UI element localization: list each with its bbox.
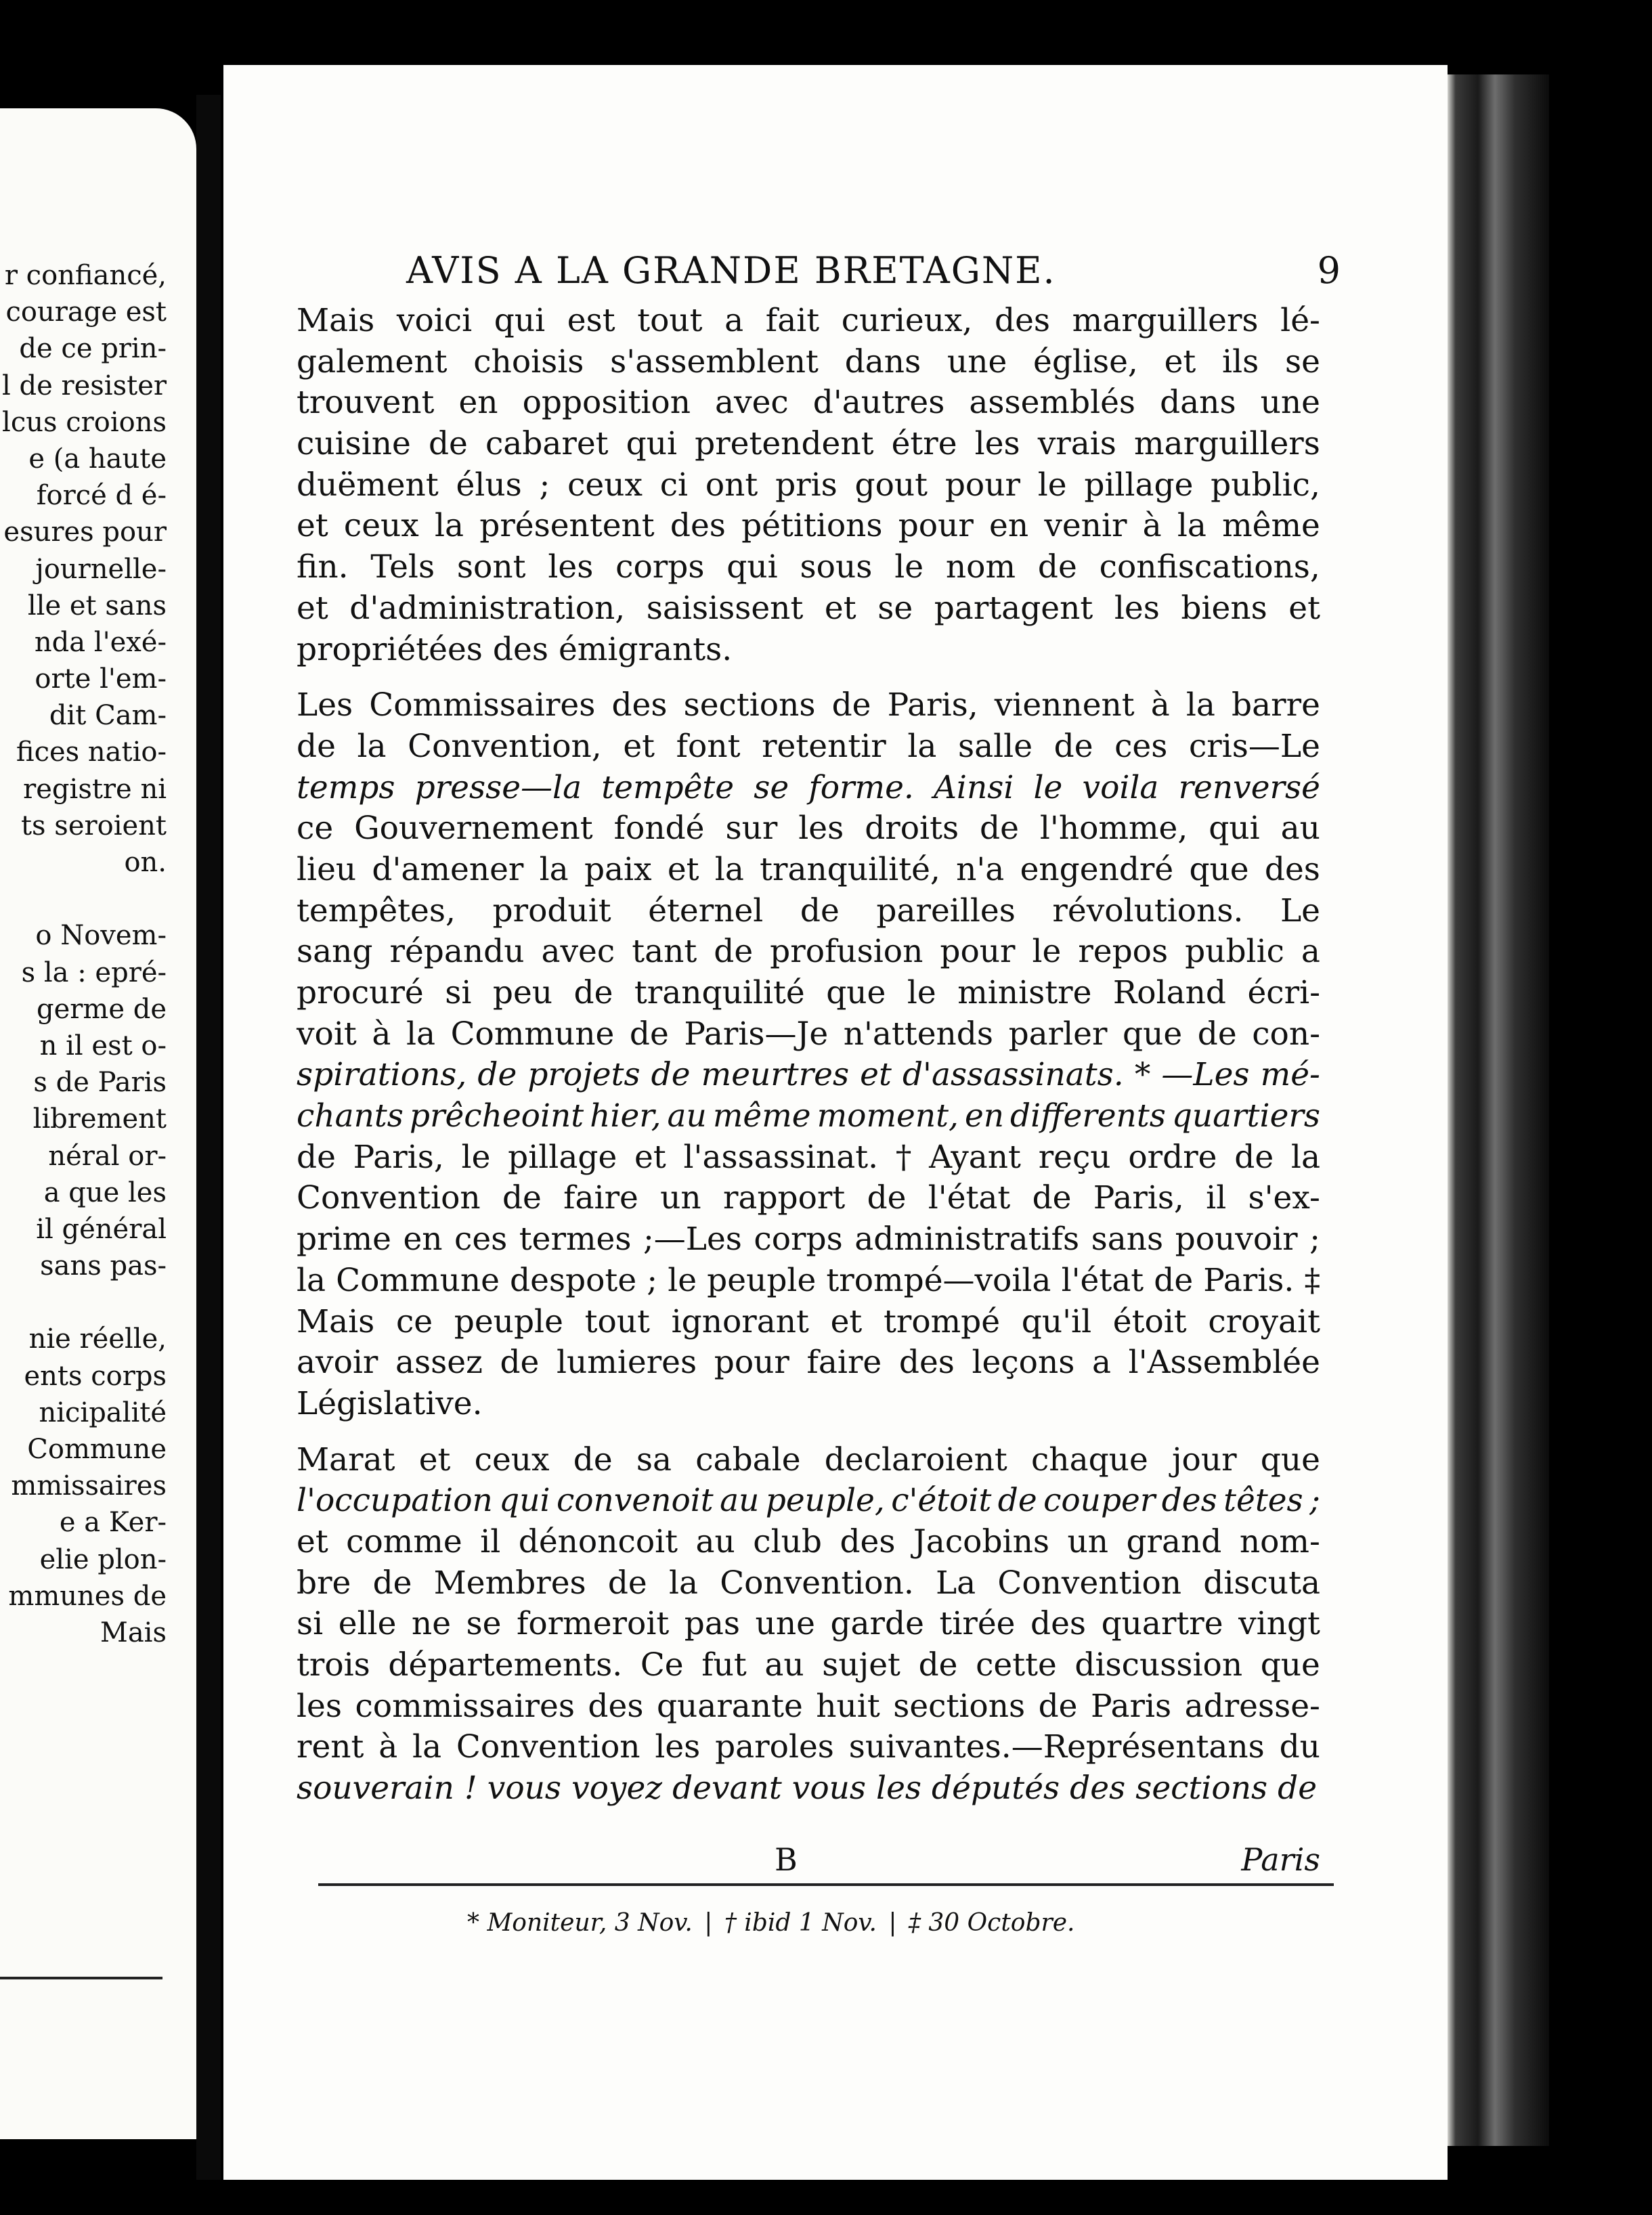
text-line: rent à la Convention les paroles suivantes.—Représentans du xyxy=(297,1728,1320,1766)
facing-page-line: Mais xyxy=(100,1617,167,1648)
text-line: et comme il dénoncoit au club des Jacobins un grand nom- xyxy=(297,1522,1320,1560)
text-line: fin. Tels sont les corps qui sous le nom de confiscations, xyxy=(297,548,1320,586)
facing-page-line: néral or- xyxy=(48,1140,167,1172)
footnote-rule xyxy=(318,1883,1334,1886)
facing-page-line: librement xyxy=(32,1103,167,1135)
facing-page-text xyxy=(2,257,167,1651)
facing-page-line: s de Paris xyxy=(33,1067,167,1099)
text-line: spirations, de projets de meurtres et d'assassinats. * —Les mé- xyxy=(297,1056,1320,1094)
text-line: duëment élus ; ceux ci ont pris gout pour le pillage public, xyxy=(297,466,1320,504)
book-gutter xyxy=(196,95,221,2180)
text-line: bre de Membres de la Convention. La Convention discuta xyxy=(297,1564,1320,1602)
facing-page-line: journelle- xyxy=(35,553,167,585)
text-line: temps presse—la tempête se forme. Ainsi le voila renversé xyxy=(297,768,1320,806)
text-line: si elle ne se formeroit pas une garde tirée des quartre vingt xyxy=(297,1605,1320,1643)
facing-page-line: l de resister xyxy=(1,370,167,401)
facing-page-line: sans pas- xyxy=(40,1250,167,1282)
text-line: lieu d'amener la paix et la tranquilité, n'a engendré que des xyxy=(297,850,1320,888)
facing-page-line: lle et sans xyxy=(27,590,167,621)
footnote-1: * Moniteur, 3 Nov. xyxy=(467,1909,693,1937)
signature-mark: B xyxy=(775,1841,798,1878)
facing-page-line: fices natio- xyxy=(16,737,167,768)
body-text xyxy=(297,301,1320,1810)
facing-page-left xyxy=(0,108,196,2139)
facing-page-line: n il est o- xyxy=(39,1030,167,1061)
facing-page-line: nda l'exé- xyxy=(34,626,167,658)
text-line: de Paris, le pillage et l'assassinat. † Ayant reçu ordre de la xyxy=(297,1138,1320,1176)
text-line: galement choisis s'assemblent dans une église, et ils se xyxy=(297,343,1320,380)
facing-page-line: forcé d é- xyxy=(36,480,167,512)
facing-page-line: o Novem- xyxy=(35,920,167,952)
facing-page-line: r confiancé, xyxy=(4,260,167,291)
text-line: l'occupation qui convenoit au peuple, c'étoit de couper des têtes ; xyxy=(297,1482,1320,1520)
facing-page-line: mmissaires xyxy=(11,1470,167,1502)
facing-page-line: nicipalité xyxy=(39,1397,167,1428)
facing-page-line xyxy=(2,881,167,917)
facing-page-line: germe de xyxy=(37,993,167,1025)
footnotes xyxy=(467,1909,1079,1937)
facing-page-line: mmunes de xyxy=(8,1580,167,1612)
facing-page-line: e (a haute xyxy=(28,443,167,475)
facing-page-line: elie plon- xyxy=(39,1543,167,1575)
text-line: Marat et ceux de sa cabale declaroient chaque jour que xyxy=(297,1441,1320,1478)
footnote-separator: | xyxy=(888,1909,897,1937)
text-line: Mais voici qui est tout a fait curieux, des marguillers lé- xyxy=(297,302,1320,339)
facing-page-line: lcus croions xyxy=(2,406,167,438)
signature-line xyxy=(297,1841,1320,1889)
facing-page-line: courage est xyxy=(5,297,167,328)
facing-page-line: a que les xyxy=(43,1177,167,1208)
text-line: la Commune despote ; le peuple trompé—voila l'état de Paris. ‡ xyxy=(297,1261,1320,1299)
running-head xyxy=(406,249,1341,297)
text-line: avoir assez de lumieres pour faire des leçons a l'Assemblée xyxy=(297,1344,1320,1382)
text-line: de la Convention, et font retentir la salle de ces cris—Le xyxy=(297,727,1320,765)
facing-page-line: registre ni xyxy=(23,773,167,805)
footnote-separator: | xyxy=(704,1909,713,1937)
facing-page-footnote-rule xyxy=(0,1977,162,1979)
page-edge-stack xyxy=(1448,74,1549,2146)
text-line: les commissaires des quarante huit sections de Paris adresse- xyxy=(297,1687,1320,1725)
facing-page-line: orte l'em- xyxy=(35,663,167,695)
text-line: prime en ces termes ;—Les corps administratifs sans pouvoir ; xyxy=(297,1221,1320,1258)
facing-page-line: il général xyxy=(36,1213,167,1245)
text-line: et d'administration, saisissent et se partagent les biens et xyxy=(297,589,1320,627)
facing-page-line: de ce prin- xyxy=(19,333,167,365)
text-line: tempêtes, produit éternel de pareilles révolutions. Le xyxy=(297,892,1320,929)
text-line: et ceux la présentent des pétitions pour en venir à la même xyxy=(297,507,1320,545)
facing-page-line: ts seroient xyxy=(20,810,167,841)
footnote-3: ‡ 30 Octobre. xyxy=(908,1909,1075,1937)
text-line: voit à la Commune de Paris—Je n'attends parler que de con- xyxy=(297,1015,1320,1053)
facing-page-line: e a Ker- xyxy=(59,1507,167,1539)
text-line: procuré si peu de tranquilité que le ministre Roland écri- xyxy=(297,974,1320,1011)
facing-page-line: on. xyxy=(124,847,167,878)
text-line: Mais ce peuple tout ignorant et trompé qu'il étoit croyait xyxy=(297,1302,1320,1340)
facing-page-line: s la : epré- xyxy=(21,957,167,988)
page-number: 9 xyxy=(1317,249,1341,292)
text-line: souverain ! vous voyez devant vous les députés des sections de xyxy=(297,1770,1318,1807)
text-line: trois départements. Ce fut au sujet de cette discussion que xyxy=(297,1646,1320,1684)
facing-page-line xyxy=(2,1284,167,1321)
text-line: sang répandu avec tant de profusion pour le repos public a xyxy=(297,933,1320,971)
footnote-2: † ibid 1 Nov. xyxy=(724,1909,877,1937)
facing-page-line: nie réelle, xyxy=(28,1323,167,1355)
text-line: ce Gouvernement fondé sur les droits de l'homme, qui au xyxy=(297,810,1320,848)
text-line: Législative. xyxy=(297,1384,483,1422)
facing-page-line: ents corps xyxy=(24,1360,167,1392)
text-line: Convention de faire un rapport de l'état de Paris, il s'ex- xyxy=(297,1179,1320,1217)
facing-page-line: Commune xyxy=(27,1434,167,1465)
text-line: cuisine de cabaret qui pretendent étre les vrais marguillers xyxy=(297,425,1320,463)
text-line: chants prêcheoint hier, au même moment, en differents quartiers xyxy=(297,1097,1320,1135)
text-line: propriétées des émigrants. xyxy=(297,630,733,668)
catchword: Paris xyxy=(1241,1841,1320,1878)
facing-page-line: dit Cam- xyxy=(49,700,167,732)
running-title: AVIS A LA GRANDE BRETAGNE. xyxy=(406,249,1056,292)
facing-page-line: esures pour xyxy=(3,517,167,548)
text-line: Les Commissaires des sections de Paris, viennent à la barre xyxy=(297,686,1320,724)
text-line: trouvent en opposition avec d'autres assemblés dans une xyxy=(297,384,1320,422)
